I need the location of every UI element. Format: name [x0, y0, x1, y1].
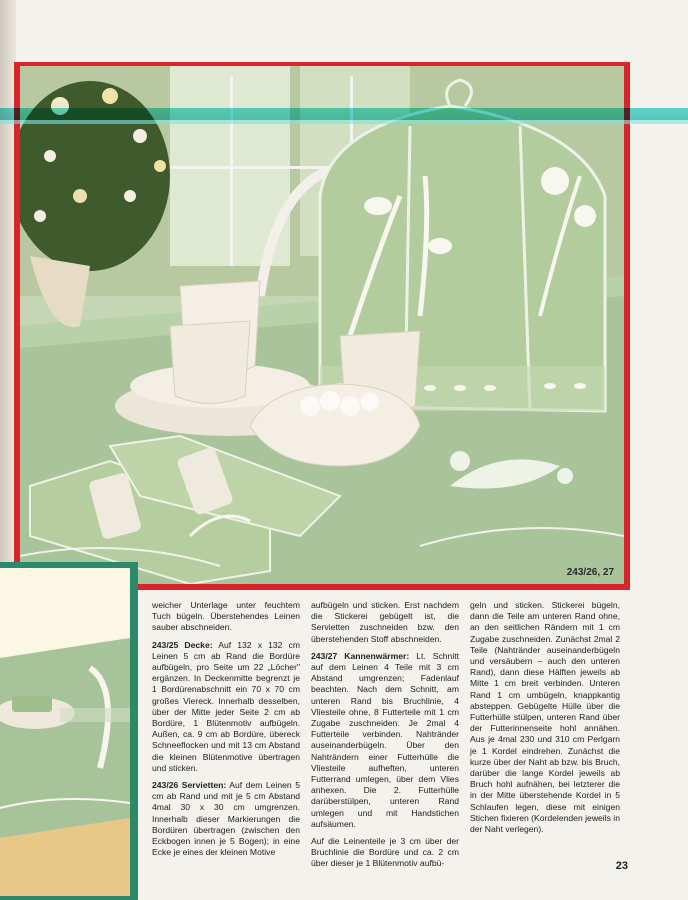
item-text: Auf 132 x 132 cm Leinen 5 cm ab Rand die Bordüre aufbügeln, pro Seite um 22 „Löcher" ergänzen. In Deckenmitte begrenzt je 1 Bordürenabschnitt ein 70 x 70 cm großes Viereck. Innerhalb desselben, über der Mitte jeder Seite 2 cm ab Bordüre, 1 Blütenmotiv aufbügeln. Außen, ca. 9 cm ab Bordüre, übereck Schneeflocken und mit 13 cm Abstand die kleinen Blütenmotive übertragen und sticken. [152, 639, 301, 773]
paragraph: weicher Unterlage unter feuchtem Tuch bügeln. Überstehendes Leinen sauber abschneiden. [152, 600, 300, 633]
scan-artifact-band [0, 108, 688, 120]
paragraph: geln und sticken. Stickerei bügeln, dann die Teile am unteren Rand ohne, an den seitlichen Rändern mit 1 cm Zugabe zuschneiden. Zunächst 2mal 2 Teile (Nahtränder auseinanderbügeln und versäubern – auch den unteren Rand), dann diese Hälften jeweils ab Mitte 1 cm breit verbinden. Unteren Rand 1 cm umbügeln, knappkantig absteppen. Gebügelte Hülle über die Futterhülle stülpen, unteren Rand über der Futterinnenseite hohl annähen. Aus je 4mal 230 und 310 cm Perlgarn je 1 Kordel eindrehen. Zunächst die kurze über der Naht ab bzw. bis Bruch, darüber die lange Kordel jeweils ab Bruch hohl aufnähen, bei letzterer die in der Mitte überstehende Kordel in 5 Schlaufen legen, diese mit einigen Stichen fixieren (Kordelenden jeweils in der Naht verlegen). [470, 600, 620, 835]
item-heading: 243/27 Kannenwärmer: [311, 650, 410, 661]
photo-reference-label: 243/26, 27 [566, 567, 614, 578]
item-text: Auf dem Leinen 5 cm ab Rand und mit je 5 cm Abstand 4mal 30 x 30 cm umgrenzen. Innerhalb dieser Markierungen die Bordüren übertragen (zwischen den Eckbogen innen je 5 Bogen); in eine Ecke je eines der kleinen Motive [152, 780, 300, 858]
text-column-3 [470, 600, 620, 841]
item-heading: 243/25 Decke: [152, 639, 213, 650]
paragraph [311, 651, 459, 830]
main-photo [20, 66, 624, 584]
text-column-2 [311, 600, 459, 876]
page-number: 23 [615, 860, 628, 872]
paragraph: aufbügeln und sticken. Erst nachdem die Stickerei gebügelt ist, die Servietten zuschneiden bzw. den überstehenden Stoff abschneiden. [311, 600, 459, 644]
paragraph [152, 780, 300, 858]
tea-set-illustration [20, 66, 624, 584]
small-photo [0, 568, 130, 896]
paragraph [152, 640, 300, 774]
paragraph: Auf die Leinenteile je 3 cm über der Bruchlinie die Bordüre und ca. 2 cm über dieser je 1 Blütenmotiv aufbü- [311, 836, 459, 869]
item-heading: 243/26 Servietten: [152, 780, 227, 791]
scan-artifact-line [0, 120, 688, 124]
text-column-1 [152, 600, 300, 864]
table-setting-illustration [0, 568, 130, 896]
item-text: Lt. Schnitt auf dem Leinen 4 Teile mit 3 cm Abstand umgrenzen; Fadenlauf beachten. Nach dem Schnitt, am unteren Rand bis Bruchlinie, 4 Vliesteile ohne, 8 Futterteile mit 1 cm Zugabe zuschneiden. Je 2mal 4 Futterteile verbinden. Nahtränder auseinanderbügeln. Über den Nahträndern einer Futterhülle die Vliesteile aufheften, unteren Futterrand umlegen, über dem Vlies anhexen. Die 2. Futterhülle darüberstülpen, unteren Rand umlegen und mit Handstichen aufsäumen. [311, 650, 459, 829]
